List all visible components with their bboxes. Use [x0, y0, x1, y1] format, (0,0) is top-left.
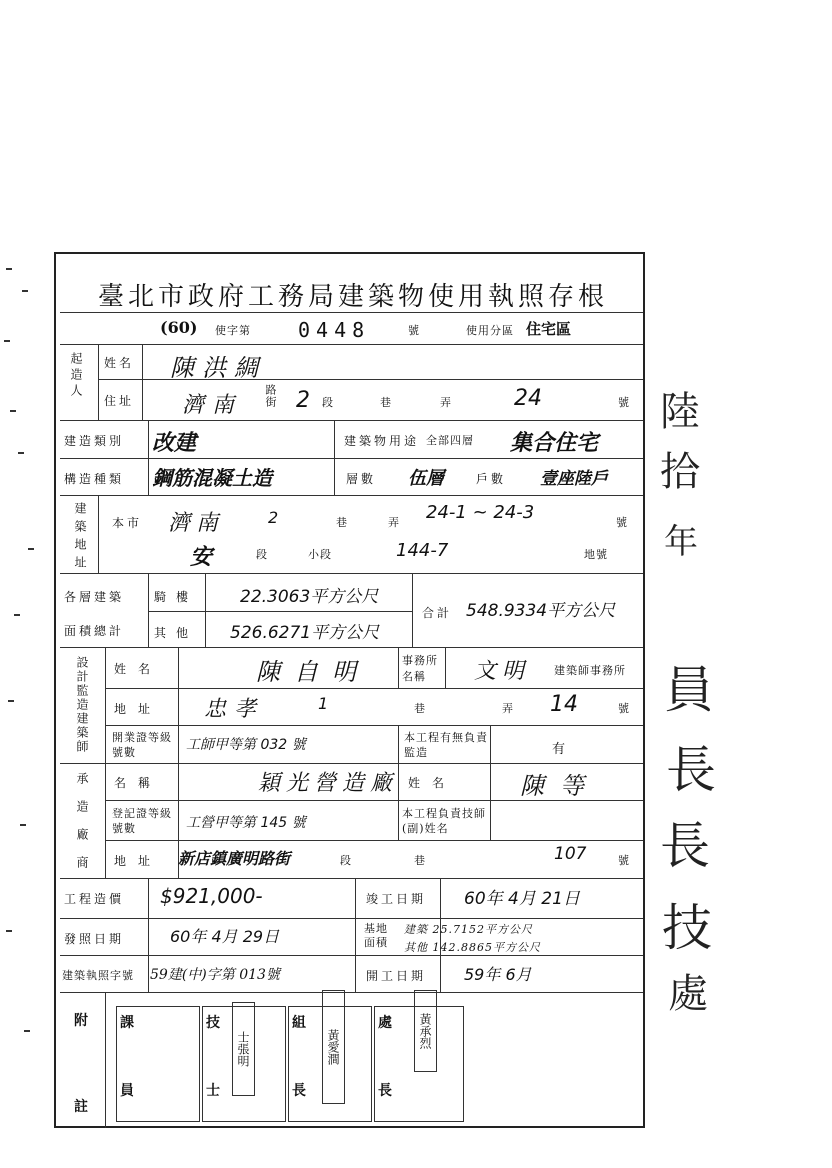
total-value: 548.9334平方公尺 [466, 601, 616, 621]
households-value: 壹座陸戶 [540, 469, 608, 489]
applicant-section: 2 [296, 388, 310, 413]
designer-address-label: 地址 [114, 702, 163, 716]
contractor-license-label: 登記證等級號數 [112, 807, 172, 835]
designer-road: 忠孝 [204, 697, 265, 722]
category-value: 改建 [152, 431, 197, 456]
signature-col4-top: 處 [378, 1015, 392, 1031]
start-label: 開工日期 [366, 969, 427, 983]
permit-number-suffix: 號 [408, 324, 420, 337]
site-label: 建築地址 [73, 502, 87, 574]
applicant-address-label: 住址 [104, 394, 135, 408]
site-lot-sub: 段 [256, 548, 268, 561]
designer-name: 陳自明 [256, 658, 370, 686]
contractor-alley: 巷 [414, 854, 426, 867]
designer-number-suffix: 號 [618, 702, 630, 715]
start-value: 59年 6月 [464, 965, 532, 984]
supervise-label: 本工程有無負責監造 [404, 731, 488, 759]
designer-alley: 弄 [502, 702, 514, 715]
completion-value: 60年 4月 21日 [464, 889, 580, 909]
side-char-2: 拾 [660, 449, 700, 495]
contractor-number: 107 [554, 844, 587, 864]
site-road: 濟南 [168, 511, 225, 536]
permit-prefix: 使字第 [215, 324, 251, 337]
applicant-lane: 巷 [380, 396, 392, 409]
designer-lane: 巷 [414, 702, 426, 715]
floors-value: 伍層 [408, 468, 444, 489]
side-char-7: 技 [662, 899, 712, 957]
signature-col3-bottom: 長 [292, 1083, 306, 1099]
signature-col1-top: 課 [120, 1015, 134, 1031]
zone-label: 使用分區 [466, 324, 514, 337]
side-char-6: 長 [660, 817, 710, 875]
use-value: 集合住宅 [510, 431, 599, 456]
contractor-license-value: 工營甲等第 145 號 [186, 815, 306, 831]
site-numbers-suffix: 號 [616, 516, 628, 529]
applicant-road-unit: 路街 [264, 384, 277, 408]
site-area-other: 其他 142.8865平方公尺 [404, 941, 541, 954]
contractor-name: 穎光營造廠 [258, 771, 399, 796]
site-lot-suffix: 地號 [584, 548, 608, 561]
site-area-building: 建築 25.7152平方公尺 [404, 923, 533, 936]
contractor-lane: 段 [340, 854, 352, 867]
stamp-2: 黃愛澗 [322, 990, 345, 1104]
zone-value: 住宅區 [526, 320, 572, 338]
permit-year: (60) [160, 318, 198, 337]
side-char-1: 陸 [660, 389, 700, 435]
structure-value: 鋼筋混凝土造 [152, 466, 272, 490]
signature-col1-bottom: 員 [120, 1083, 134, 1099]
issue-label: 發照日期 [64, 932, 125, 946]
page-title: 臺北市政府工務局建築物使用執照存根 [98, 282, 609, 312]
build-permit-label: 建築執照字號 [62, 969, 134, 982]
site-area-label: 基地面積 [364, 922, 388, 949]
other-value: 526.6271平方公尺 [230, 623, 380, 643]
applicant-name: 陳洪綢 [170, 354, 266, 382]
ground-label: 騎樓 [154, 590, 199, 604]
site-numbers: 24-1 ~ 24-3 [426, 502, 535, 523]
floors-label: 層數 [346, 472, 377, 486]
side-char-4: 員 [664, 661, 714, 719]
signature-col2-bottom: 士 [206, 1083, 220, 1099]
site-section: 2 [268, 508, 279, 527]
designer-name-label: 姓名 [114, 662, 163, 676]
engineer-label: 本工程負責技師(副)姓名 [402, 807, 486, 835]
build-permit-value: 59建(中)字第 013號 [150, 967, 280, 983]
contractor-address: 新店鎮廣明路街 [178, 849, 291, 868]
designer-number: 14 [550, 692, 578, 717]
supervise-value: 有 [552, 742, 566, 757]
other-label: 其他 [154, 626, 199, 640]
applicant-road: 濟南 [182, 393, 243, 418]
contractor-number-suffix: 號 [618, 854, 630, 867]
site-city: 本市 [112, 516, 143, 530]
households-label: 戶數 [476, 472, 507, 486]
signature-col4-bottom: 長 [378, 1083, 392, 1099]
site-alley: 弄 [388, 516, 400, 529]
structure-label: 構造種類 [64, 472, 125, 486]
use-label: 建築物用途 [344, 434, 420, 448]
office-suffix: 建築師事務所 [554, 664, 626, 677]
signature-col3-top: 組 [292, 1015, 306, 1031]
designer-license-value: 工師甲等第 032 號 [186, 737, 306, 753]
office-value: 文明 [474, 659, 531, 684]
site-lane: 巷 [336, 516, 348, 529]
designer-section: 1 [318, 694, 329, 713]
cost-label: 工程造價 [64, 892, 125, 906]
total-label: 合計 [422, 606, 453, 620]
site-lot-number: 144-7 [396, 540, 449, 561]
signature-col2-top: 技 [206, 1015, 220, 1031]
side-char-3: 年 [664, 522, 698, 562]
contractor-person-label: 姓名 [408, 776, 457, 790]
site-lot-section: 安 [190, 545, 213, 570]
contractor-address-label: 地址 [114, 854, 163, 868]
completion-label: 竣工日期 [366, 892, 427, 906]
notes-label-top: 附 [74, 1013, 88, 1029]
applicant-name-label: 姓名 [104, 356, 135, 370]
notes-label-bottom: 註 [74, 1099, 88, 1115]
contractor-section-label: 承造廠商 [75, 772, 89, 884]
designer-license-label: 開業證等級號數 [112, 731, 172, 759]
side-char-5: 長 [666, 741, 716, 799]
area-label-2: 面積總計 [64, 624, 125, 638]
designer-section-label: 設計監造建築師 [75, 656, 89, 754]
issue-value: 60年 4月 29日 [170, 927, 280, 946]
area-label-1: 各層建築 [64, 590, 125, 604]
site-lot-subsection: 小段 [308, 548, 332, 561]
stamp-3: 黃承烈 [414, 990, 437, 1072]
office-label: 事務所名稱 [402, 654, 438, 683]
applicant-number: 24 [514, 386, 542, 411]
applicant-number-suffix: 號 [618, 396, 630, 409]
side-char-8: 處 [668, 971, 708, 1017]
stamp-1: 士張明 [232, 1002, 255, 1096]
permit-number: 0448 [298, 318, 371, 342]
applicant-section-label: 起造人 [69, 352, 83, 400]
ground-value: 22.3063平方公尺 [240, 587, 379, 607]
contractor-person: 陳等 [520, 772, 600, 800]
applicant-section-unit: 段 [322, 396, 334, 409]
cost-value: $921,000- [160, 884, 263, 908]
contractor-name-label: 名稱 [114, 776, 163, 790]
category-label: 建造類別 [64, 434, 125, 448]
use-floor-note: 全部四層 [426, 434, 474, 447]
applicant-alley: 弄 [440, 396, 452, 409]
